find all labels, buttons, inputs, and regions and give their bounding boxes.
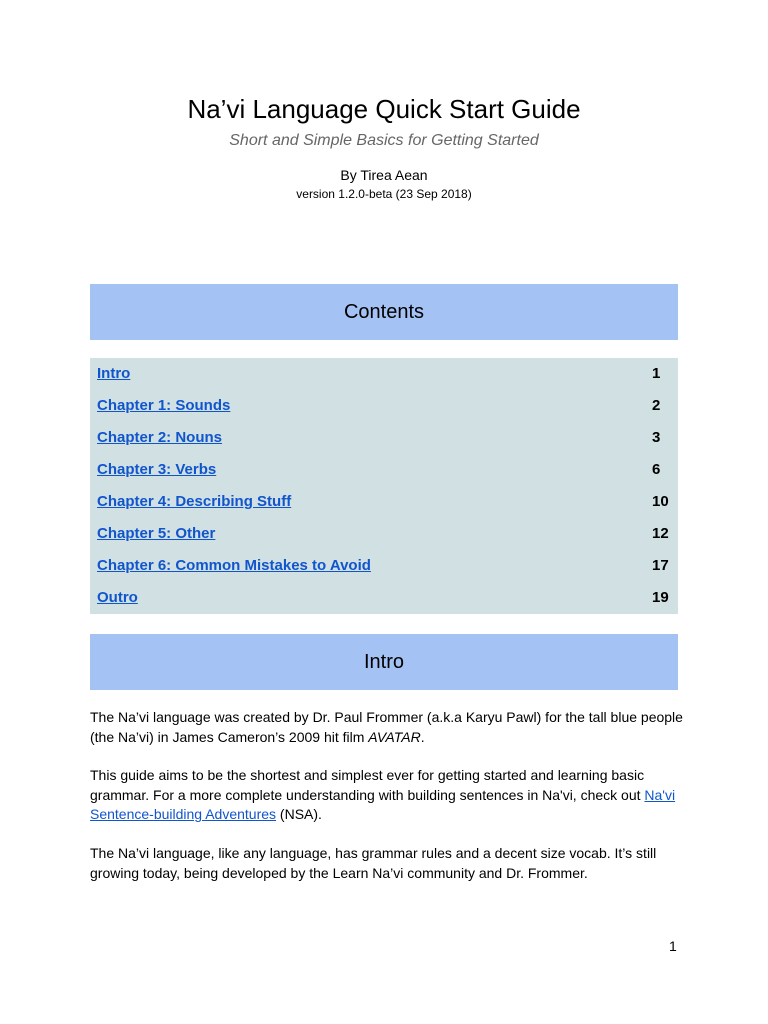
toc-page-number: 19 <box>652 589 669 606</box>
toc-link-chapter-3[interactable]: Chapter 3: Verbs <box>97 461 217 478</box>
toc-link-chapter-6[interactable]: Chapter 6: Common Mistakes to Avoid <box>97 557 371 574</box>
toc-page-number: 2 <box>652 397 661 414</box>
toc-row <box>90 390 678 422</box>
intro-paragraph-3: The Na’vi language, like any language, has grammar rules and a decent size vocab. It’s still growing today, being developed by the Learn Na’vi community and Dr. Frommer. <box>90 845 657 881</box>
toc-page-number: 10 <box>652 493 669 510</box>
toc-page-number: 6 <box>652 461 661 478</box>
document-subtitle: Short and Simple Basics for Getting Started <box>229 132 539 149</box>
contents-heading: Contents <box>90 284 678 340</box>
toc-page-number: 1 <box>652 365 661 382</box>
nsa-link[interactable]: Na'vi Sentence-building Adventures <box>90 786 676 822</box>
toc-row <box>90 358 678 390</box>
toc-page-number: 3 <box>652 429 661 446</box>
intro-heading: Intro <box>90 634 678 690</box>
intro-paragraph-1-text: The Na’vi language was created by Dr. Paul Frommer (a.k.a Karyu Pawl) for the tall blue people (the Na’vi) in James Cameron’s 2009 hit film <box>90 709 683 745</box>
intro-paragraph-2-text: This guide aims to be the shortest and simplest ever for getting started and learning basic grammar. For a more complete understanding with building sentences in Na'vi, check out <box>90 767 645 803</box>
version-label: version 1.2.0-beta (23 Sep 2018) <box>296 187 472 201</box>
document-title: Na’vi Language Quick Start Guide <box>187 94 581 124</box>
toc-link-chapter-2[interactable]: Chapter 2: Nouns <box>97 429 223 446</box>
toc-link-intro[interactable]: Intro <box>97 365 131 382</box>
intro-paragraph-2 <box>90 766 685 825</box>
toc-row <box>90 422 678 454</box>
toc-link-chapter-5[interactable]: Chapter 5: Other <box>97 525 216 542</box>
toc-link-chapter-4[interactable]: Chapter 4: Describing Stuff <box>97 493 292 510</box>
toc-row <box>90 518 678 550</box>
intro-paragraph-1 <box>90 708 685 747</box>
toc-link-chapter-1[interactable]: Chapter 1: Sounds <box>97 397 231 414</box>
table-of-contents <box>90 358 678 614</box>
intro-paragraph-1-end: . <box>420 728 425 745</box>
page-number: 1 <box>669 938 677 954</box>
toc-row <box>90 486 678 518</box>
film-title: AVATAR <box>368 728 421 745</box>
author-byline: By Tirea Aean <box>340 167 428 183</box>
toc-page-number: 17 <box>652 557 669 574</box>
toc-row <box>90 454 678 486</box>
toc-link-outro[interactable]: Outro <box>97 589 138 606</box>
toc-row <box>90 550 678 582</box>
toc-page-number: 12 <box>652 525 669 542</box>
intro-paragraph-2-end: (NSA). <box>276 806 322 822</box>
toc-row <box>90 582 678 614</box>
